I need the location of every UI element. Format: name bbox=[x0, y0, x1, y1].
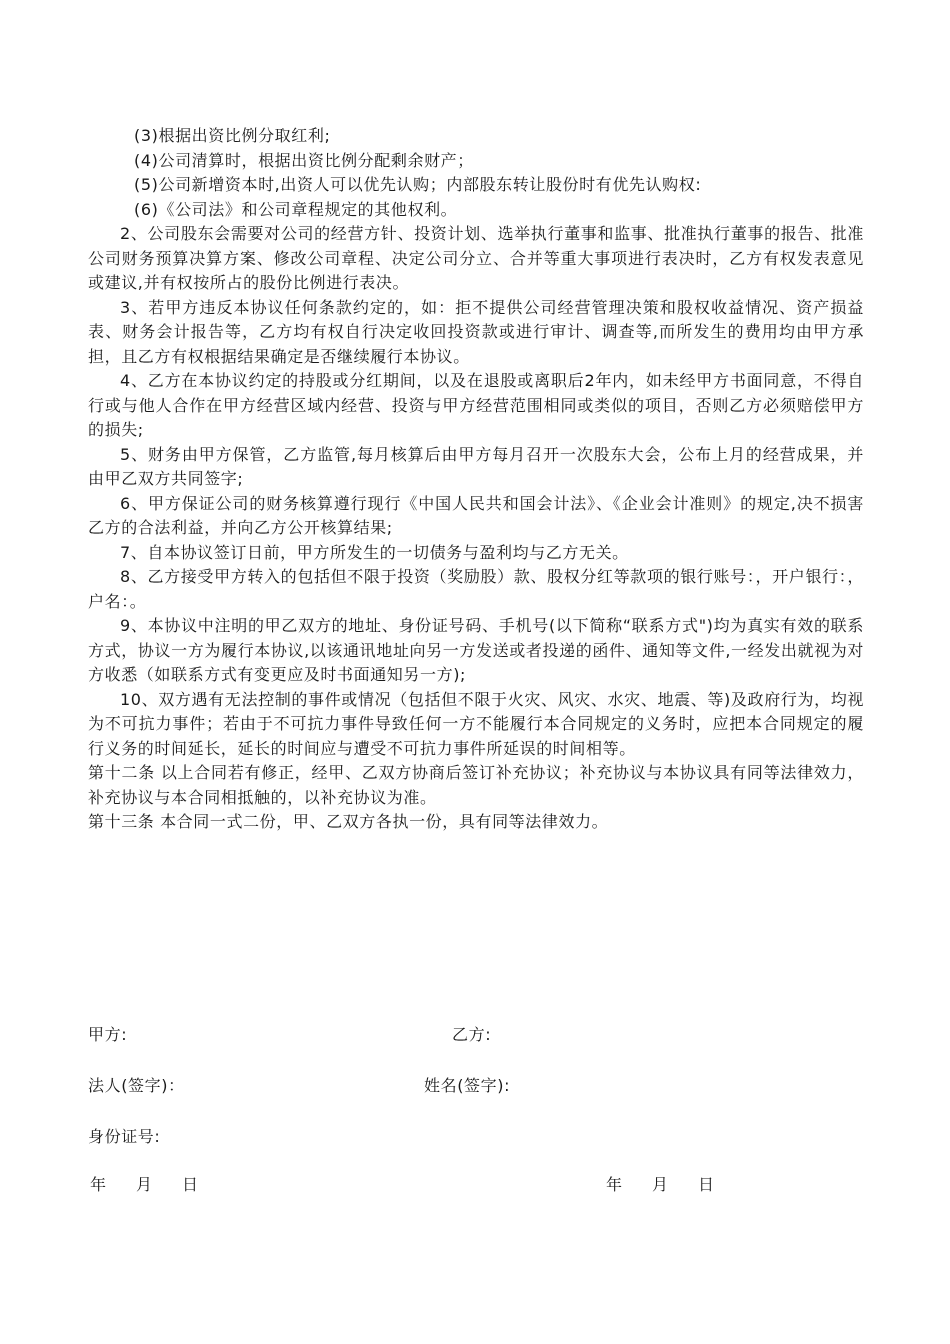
contract-body bbox=[88, 124, 864, 835]
date-year: 年 bbox=[606, 1175, 623, 1194]
date-month: 月 bbox=[136, 1175, 153, 1194]
party-b-label: 乙方: bbox=[452, 1025, 492, 1044]
date-day: 日 bbox=[182, 1175, 199, 1194]
legal-rep-signature-label: 法人(签字)： bbox=[88, 1076, 185, 1095]
clause-2: 2、公司股东会需要对公司的经营方针、投资计划、选举执行董事和监事、批准执行董事的报告、批准公司财务预算决算方案、修改公司章程、决定公司分立、合并等重大事项进行表决时，乙方有权发表意见或建议,并有权按所占的股份比例进行表决。 bbox=[88, 224, 864, 292]
party-a-date bbox=[90, 1172, 198, 1195]
date-day: 日 bbox=[698, 1175, 715, 1194]
id-number-label: 身份证号: bbox=[88, 1127, 161, 1146]
clause-8: 8、乙方接受甲方转入的包括但不限于投资（奖励股）款、股权分红等款项的银行账号：，开户银行：，户名：。 bbox=[88, 567, 864, 611]
clause-right-4: (4)公司清算时，根据出资比例分配剩余财产； bbox=[134, 150, 474, 170]
clause-10: 10、双方遇有无法控制的事件或情况（包括但不限于火灾、风灾、水灾、地震、等)及政府行为，均视为不可抗力事件；若由于不可抗力事件导致任何一方不能履行本合同规定的义务时，应把本合同规定的履行义务的时间延长，延长的时间应与遭受不可抗力事件所延误的时间相等。 bbox=[88, 689, 864, 758]
name-signature-label: 姓名(签字): bbox=[424, 1076, 511, 1095]
date-month: 月 bbox=[652, 1175, 669, 1194]
article-13: 第十三条 本合同一式二份，甲、乙双方各执一份，具有同等法律效力。 bbox=[88, 812, 609, 831]
clause-6: 6、甲方保证公司的财务核算遵行现行《中国人民共和国会计法》、《企业会计准则》的规定,决不损害乙方的合法利益，并向乙方公开核算结果; bbox=[88, 493, 864, 537]
clause-right-6: (6)《公司法》和公司章程规定的其他权利。 bbox=[134, 199, 458, 219]
clause-right-3: (3)根据出资比例分取红利; bbox=[134, 126, 331, 145]
party-a-label: 甲方: bbox=[88, 1025, 128, 1044]
clause-right-5: (5)公司新增资本时,出资人可以优先认购；内部股东转让股份时有优先认购权: bbox=[134, 175, 702, 194]
clause-7: 7、自本协议签订日前，甲方所发生的一切债务与盈利均与乙方无关。 bbox=[120, 542, 629, 562]
clause-4: 4、乙方在本协议约定的持股或分红期间，以及在退股或离职后2年内，如未经甲方书面同意，不得自行或与他人合作在甲方经营区域内经营、投资与甲方经营范围相同或类似的项目，否则乙方必须赔偿甲方的损失; bbox=[88, 371, 864, 439]
article-12: 第十二条 以上合同若有修正，经甲、乙双方协商后签订补充协议；补充协议与本协议具有同等法律效力，补充协议与本合同相抵触的，以补充协议为准。 bbox=[88, 763, 864, 807]
clause-3: 3、若甲方违反本协议任何条款约定的，如：拒不提供公司经营管理决策和股权收益情况、资产损益表、财务会计报告等，乙方均有权自行决定收回投资款或进行审计、调查等,而所发生的费用均由甲方承担，且乙方有权根据结果确定是否继续履行本协议。 bbox=[88, 297, 864, 366]
clause-5: 5、财务由甲方保管，乙方监管,每月核算后由甲方每月召开一次股东大会，公布上月的经营成果，并由甲乙双方共同签字; bbox=[88, 444, 864, 488]
party-b-date bbox=[606, 1172, 714, 1195]
date-year: 年 bbox=[90, 1175, 107, 1194]
clause-9: 9、本协议中注明的甲乙双方的地址、身份证号码、手机号(以下简称“联系方式")均为真实有效的联系方式，协议一方为履行本协议,以该通讯地址向另一方发送或者投递的函件、通知等文件,一经发出就视为对方收悉（如联系方式有变更应及时书面通知另一方); bbox=[88, 616, 864, 684]
